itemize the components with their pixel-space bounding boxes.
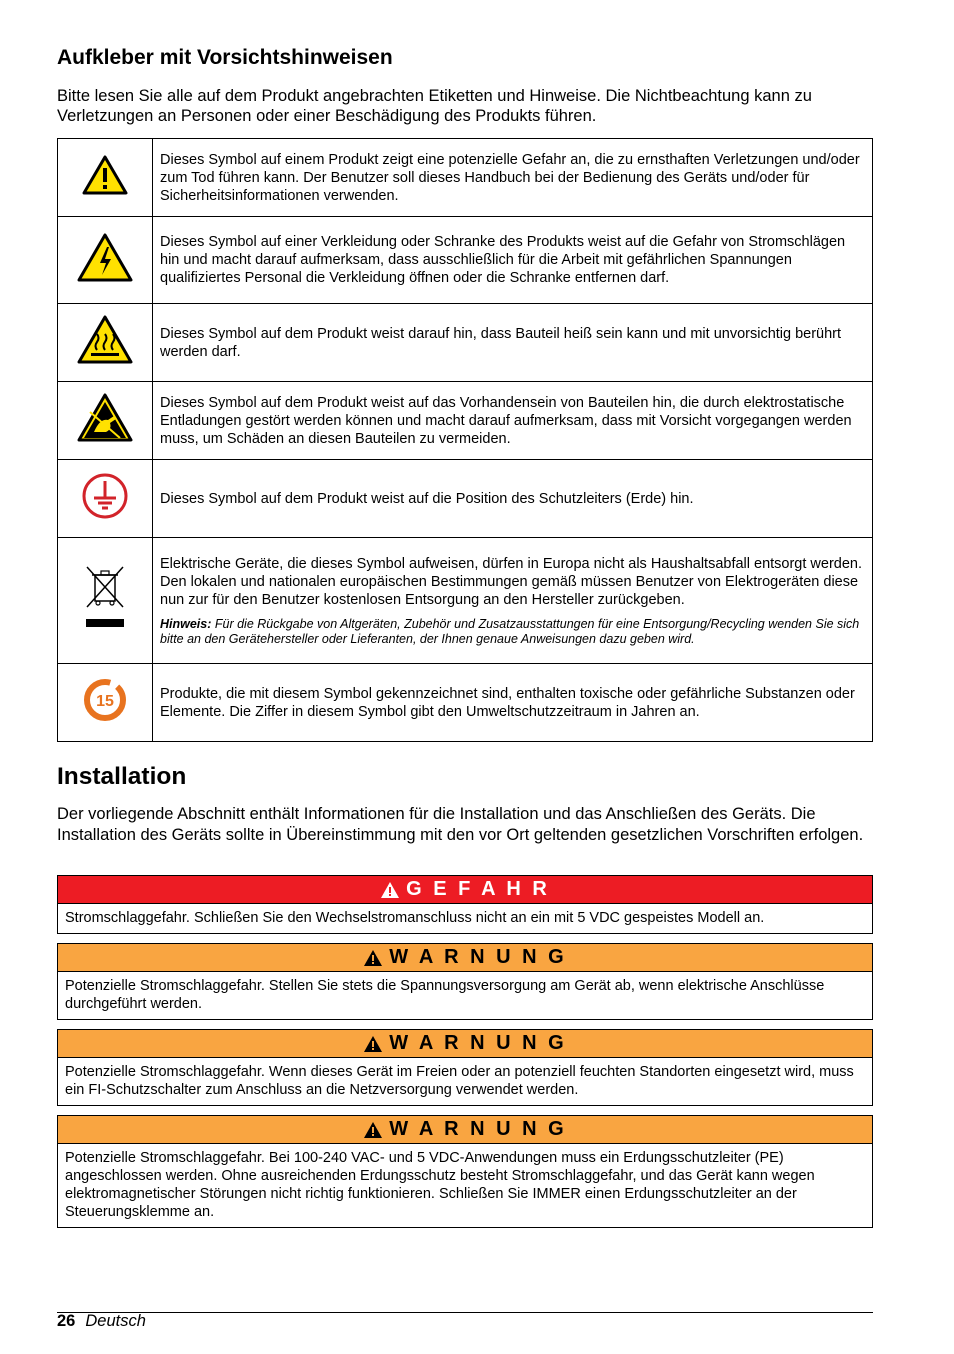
esd-icon (76, 392, 134, 444)
icon-cell (58, 304, 153, 382)
table-row (58, 460, 873, 538)
alert-text: Potenzielle Stromschlaggefahr. Bei 100-240 VAC- und 5 VDC-Anwendungen muss ein Erdungsschutzleiter (PE) angeschlossen werden. Ohne ausreichenden Erdungsschutz besteht Stromschlaggefahr, und das Gerät kann wegen elektromagnetischer Störungen nicht richtig funktionieren. Schließen Sie IMMER einen Erdungsschutzleiter an der Steuerungsklemme an. (65, 1150, 815, 1220)
table-row (58, 217, 873, 304)
alert-header (58, 876, 872, 904)
warning-alert (57, 1029, 873, 1106)
icon-cell (58, 382, 153, 460)
alert-level: G E F A H R (406, 878, 550, 900)
alert-header (58, 1116, 872, 1144)
table-row (58, 382, 873, 460)
efup-15-icon (82, 677, 128, 723)
weee-note (160, 617, 864, 647)
section-intro: Bitte lesen Sie alle auf dem Produkt angebrachten Etiketten und Hinweise. Die Nichtbeachtung kann zu Verletzungen an Personen oder einer Beschädigung des Produkts führen. (57, 87, 812, 125)
footer-divider (57, 1312, 873, 1313)
icon-cell (58, 538, 153, 664)
page-number: 26 (57, 1312, 76, 1330)
warning-triangle-icon (363, 1035, 383, 1053)
warning-triangle-icon (380, 881, 400, 899)
warning-triangle-icon (82, 154, 128, 196)
symbol-description (153, 538, 873, 664)
table-row (58, 538, 873, 664)
alert-header (58, 944, 872, 972)
warning-alert (57, 1115, 873, 1228)
note-label: Hinweis: (160, 616, 212, 631)
icon-cell (58, 139, 153, 217)
symbol-description: Dieses Symbol auf einem Produkt zeigt eine potenzielle Gefahr an, die zu ernsthaften Verletzungen und/oder zum Tod führen kann. Der Benutzer soll dieses Handbuch bei der Bedienung des Geräts und/oder für Sicherheitsinformationen verwenden. (153, 139, 873, 217)
symbol-description: Dieses Symbol auf dem Produkt weist auf die Position des Schutzleiters (Erde) hin. (153, 460, 873, 538)
symbol-description: Produkte, die mit diesem Symbol gekennzeichnet sind, enthalten toxische oder gefährliche Substanzen oder Elemente. Die Ziffer in diesem Symbol gibt den Umweltschutzzeitraum in Jahren an. (153, 664, 873, 742)
alert-text: Potenzielle Stromschlaggefahr. Stellen Sie stets die Spannungsversorgung am Gerät ab, wenn elektrische Anschlüsse durchgeführt werden. (65, 978, 825, 1012)
warning-triangle-icon (363, 949, 383, 967)
warning-alert (57, 943, 873, 1020)
table-row (58, 139, 873, 217)
electric-shock-icon (76, 232, 134, 284)
alert-text: Potenzielle Stromschlaggefahr. Wenn dieses Gerät im Freien oder an potenziell feuchten Standorten eingesetzt wird, muss ein FI-Schutzschalter zum Anschluss an die Netzversorgung verwendet werden. (65, 1064, 854, 1098)
alert-level: W A R N U N G (389, 1118, 567, 1140)
table-row (58, 664, 873, 742)
icon-cell (58, 460, 153, 538)
table-row (58, 304, 873, 382)
icon-cell (58, 217, 153, 304)
icon-cell (58, 664, 153, 742)
alert-header (58, 1030, 872, 1058)
alert-level: W A R N U N G (389, 1032, 567, 1054)
alert-level: W A R N U N G (389, 946, 567, 968)
section-subheading: Aufkleber mit Vorsichtshinweisen (57, 46, 393, 69)
footer-language: Deutsch (85, 1312, 146, 1330)
note-text: Für die Rückgabe von Altgeräten, Zubehör und Zusatzausstattungen für eine Entsorgung/Recycling wenden Sie sich bitte an den Gerätehersteller oder Lieferanten, der Ihnen genaue Anweisungen dazu geben wird. (160, 616, 860, 646)
installation-heading: Installation (57, 763, 187, 790)
page-footer (57, 1312, 146, 1331)
hot-surface-icon (76, 314, 134, 366)
weee-text: Elektrische Geräte, die dieses Symbol aufweisen, dürfen in Europa nicht als Haushaltsabfall entsorgt werden. Den lokalen und nationalen europäischen Bestimmungen gemäß müssen Benutzer von Elektrogeräten diese nun zur für den Benutzer kostenlosen Entsorgung an den Hersteller zurückgeben. (160, 555, 863, 608)
symbol-description: Dieses Symbol auf dem Produkt weist auf das Vorhandensein von Bauteilen hin, die durch elektrostatische Entladungen gestört werden können und macht darauf aufmerksam, dass mit Vorsicht vorgegangen werden muss, um Schäden an diesen Bauteilen zu vermeiden. (153, 382, 873, 460)
efup-number: 15 (96, 693, 114, 710)
installation-intro: Der vorliegende Abschnitt enthält Informationen für die Installation und das Anschließen des Geräts. Die Installation des Geräts sollte in Übereinstimmung mit den vor Ort geltenden gesetzlichen Vorschriften erfolgen. (57, 805, 864, 844)
protective-earth-icon (81, 472, 129, 520)
symbol-description: Dieses Symbol auf einer Verkleidung oder Schranke des Produkts weist auf die Gefahr von Stromschlägen hin und macht darauf aufmerksam, dass ausschließlich für die Arbeit mit gefährlichen Spannungen qualifiziertes Personal die Verkleidung öffnen oder die Schranke entfernen darf. (153, 217, 873, 304)
warning-triangle-icon (363, 1121, 383, 1139)
symbols-table (57, 138, 873, 742)
alert-text: Stromschlaggefahr. Schließen Sie den Wechselstromanschluss nicht an ein mit 5 VDC gespeistes Modell an. (65, 910, 765, 926)
danger-alert (57, 875, 873, 934)
symbol-description: Dieses Symbol auf dem Produkt weist darauf hin, dass Bauteil heiß sein kann und mit unvorsichtig berührt werden darf. (153, 304, 873, 382)
weee-bin-icon (81, 563, 129, 633)
